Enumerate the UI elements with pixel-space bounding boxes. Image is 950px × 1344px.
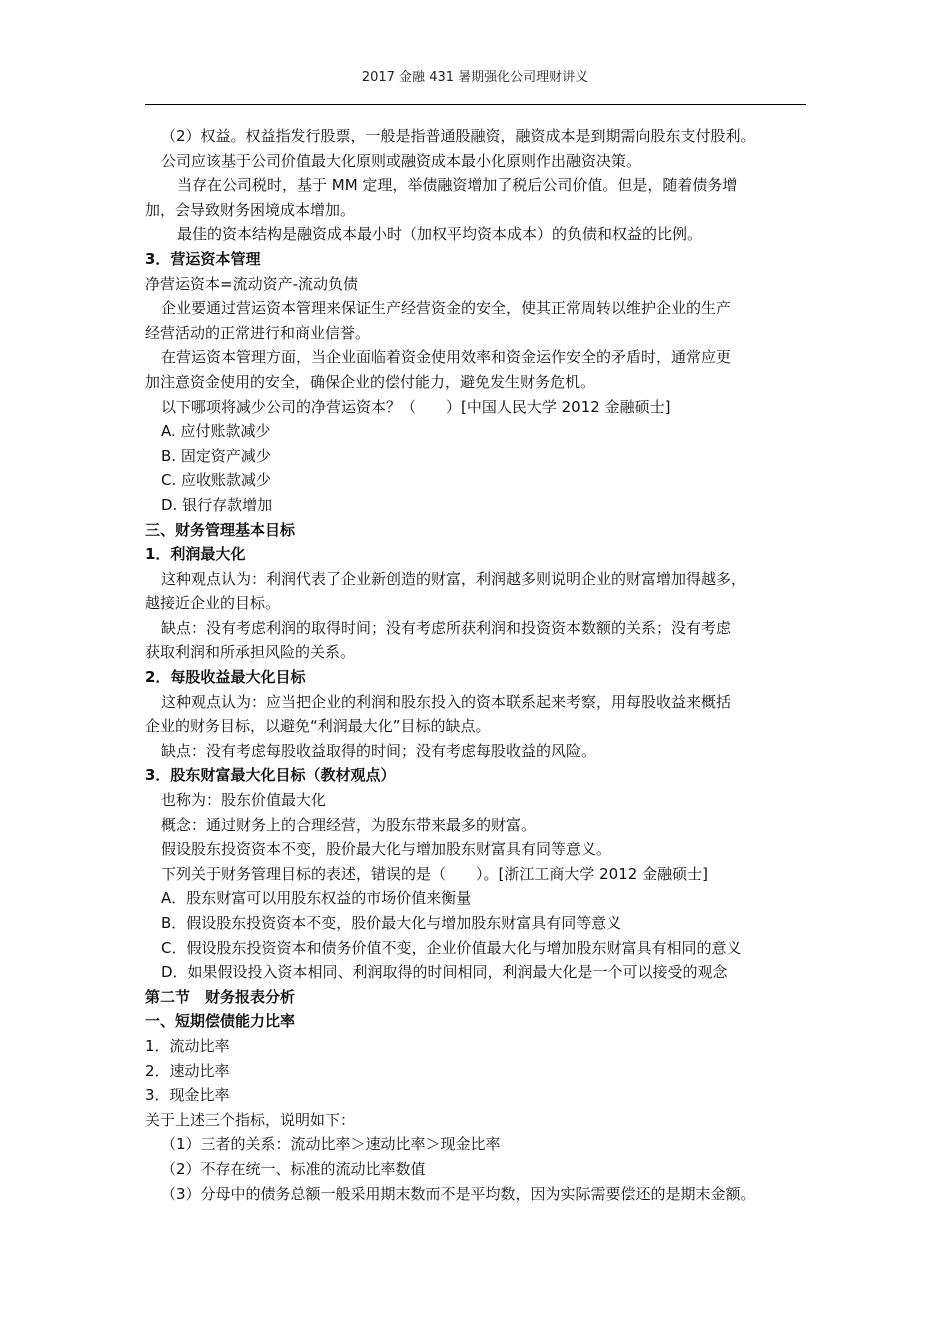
question: 下列关于财务管理目标的表述，错误的是（ ）。[浙江工商大学 2012 金融硕士] [161, 864, 708, 883]
option: D. 银行存款增加 [161, 495, 273, 514]
subsection-heading: 1．利润最大化 [145, 545, 246, 564]
paragraph: 当存在公司税时，基于 MM 定理，举债融资增加了税后公司价值。但是，随着债务增 [177, 176, 738, 195]
list-item: （1）三者的关系：流动比率＞速动比率＞现金比率 [161, 1135, 501, 1154]
subsection-heading: 2．每股收益最大化目标 [145, 668, 306, 687]
paragraph: 这种观点认为：应当把企业的利润和股东投入的资本联系起来考察，用每股收益来概括 [161, 692, 732, 711]
paragraph: 也称为：股东价值最大化 [161, 791, 327, 810]
paragraph: 假设股东投资资本不变，股价最大化与增加股东财富具有同等意义。 [161, 840, 612, 859]
paragraph: 缺点：没有考虑每股收益取得的时间；没有考虑每股收益的风险。 [161, 741, 597, 760]
option: D．如果假设投入资本相同、利润取得的时间相同，利润最大化是一个可以接受的观念 [161, 963, 728, 982]
paragraph: 关于上述三个指标，说明如下： [145, 1110, 356, 1129]
paragraph: 概念：通过财务上的合理经营，为股东带来最多的财富。 [161, 815, 537, 834]
paragraph: 获取利润和所承担风险的关系。 [145, 643, 356, 662]
list-item: 1．流动比率 [145, 1036, 230, 1055]
list-item: 3．现金比率 [145, 1086, 230, 1105]
paragraph: （2）权益。权益指发行股票，一般是指普通股融资，融资成本是到期需向股东支付股利。 [161, 127, 756, 145]
paragraph: 这种观点认为：利润代表了企业新创造的财富，利润越多则说明企业的财富增加得越多， [161, 569, 747, 588]
formula: 净营运资本=流动资产-流动负债 [145, 274, 358, 293]
paragraph: 企业的财务目标，以避免“利润最大化”目标的缺点。 [145, 717, 491, 736]
option: C. 应收账款减少 [161, 471, 272, 490]
option: B．假设股东投资资本不变，股价最大化与增加股东财富具有同等意义 [161, 914, 622, 932]
subsection-heading: 3．股东财富最大化目标（教材观点） [145, 766, 396, 785]
paragraph: 加注意资金使用的安全，确保企业的偿付能力，避免发生财务危机。 [145, 372, 596, 391]
paragraph: 企业要通过营运资本管理来保证生产经营资金的安全，使其正常周转以维护企业的生产 [161, 299, 732, 318]
paragraph: 缺点：没有考虑利润的取得时间；没有考虑所获利润和投资资本数额的关系；没有考虑 [161, 618, 732, 637]
paragraph: 经营活动的正常进行和商业信誉。 [145, 323, 371, 342]
paragraph: 加，会导致财务困境成本增加。 [145, 200, 356, 219]
paragraph: 公司应该基于公司价值最大化原则或融资成本最小化原则作出融资决策。 [161, 151, 642, 170]
paragraph: 越接近企业的目标。 [145, 594, 281, 613]
option: A．股东财富可以用股东权益的市场价值来衡量 [161, 889, 472, 908]
paragraph: 最佳的资本结构是融资成本最小时（加权平均资本成本）的负债和权益的比例。 [177, 225, 703, 244]
page-header: 2017 金融 431 暑期强化公司理财讲义 [361, 70, 589, 85]
paragraph: 在营运资本管理方面，当企业面临着资金使用效率和资金运作安全的矛盾时，通常应更 [161, 348, 732, 367]
option: C．假设股东投资资本和债务价值不变，企业价值最大化与增加股东财富具有相同的意义 [161, 938, 742, 957]
list-item: （2）不存在统一、标准的流动比率数值 [161, 1159, 426, 1178]
question: 以下哪项将减少公司的净营运资本？（ ）[中国人民大学 2012 金融硕士] [161, 397, 671, 416]
option: A. 应付账款减少 [161, 422, 271, 441]
section-heading: 一、短期偿债能力比率 [145, 1012, 296, 1031]
section-heading: 三、财务管理基本目标 [145, 520, 296, 539]
list-item: 2．速动比率 [145, 1061, 230, 1080]
list-item: （3）分母中的债务总额一般采用期末数而不是平均数，因为实际需要偿还的是期末金额。 [161, 1184, 756, 1203]
chapter-heading: 第二节 财务报表分析 [145, 987, 296, 1006]
option: B. 固定资产减少 [161, 446, 271, 465]
header-divider [145, 104, 806, 105]
section-heading: 3．营运资本管理 [145, 249, 261, 268]
document-body [145, 124, 825, 1206]
